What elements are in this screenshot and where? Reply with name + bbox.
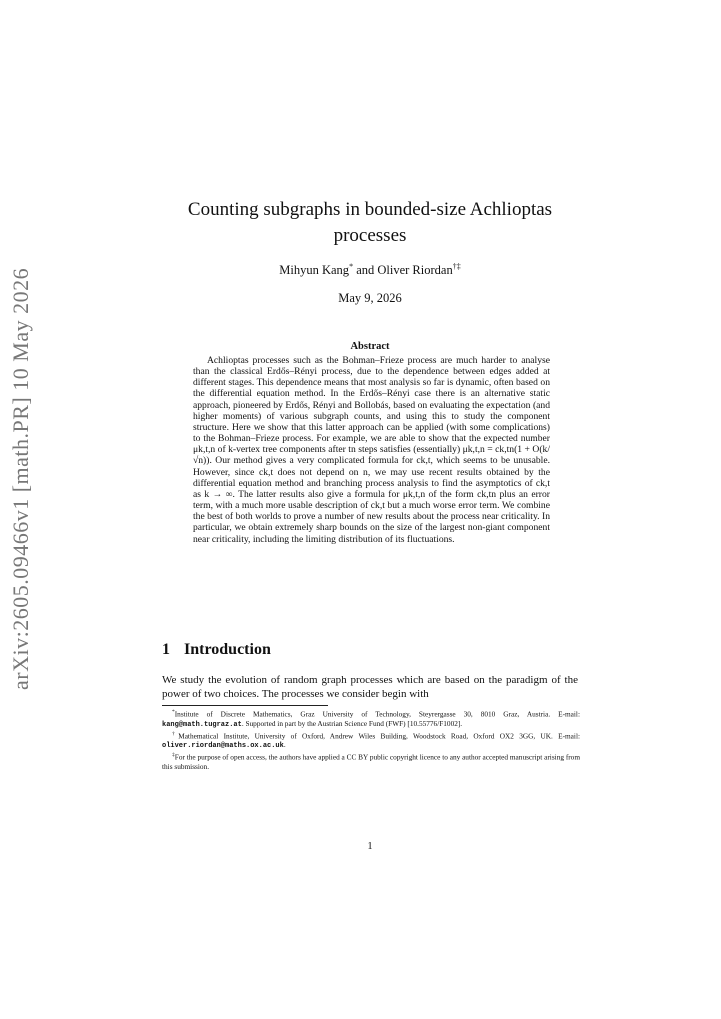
paper-date: May 9, 2026 — [338, 291, 402, 305]
author-footnote-mark: †‡ — [452, 262, 461, 271]
footnote — [162, 751, 580, 771]
footnote — [162, 708, 580, 730]
footnote-mark: ‡ — [172, 752, 175, 759]
author-line — [160, 262, 580, 278]
footnote-text: . Supported in part by the Austrian Science Fund (FWF) [10.55776/F1002]. — [241, 718, 463, 728]
section-heading — [162, 641, 271, 659]
footnote-text: Mathematical Institute, University of Oxford, Andrew Wiles Building, Woodstock Road, Oxford OX2 3GG, UK. E-mail: — [178, 731, 580, 741]
footnotes — [162, 708, 580, 771]
abstract-body: Achlioptas processes such as the Bohman–Frieze process are much harder to analyse than the classical Erdős–Rényi process, due to the dependence between edges added at different stages. This dependence means that most analysis so far is dynamic, often based on the differential equation method. In the Erdős–Rényi case there is an alternative static approach, pioneered by Erdős, Rényi and Bollobás, based on evaluating the expectation (and higher moments) of various subgraph counts, and using this to study the component structure. Here we show that this latter approach can be applied (with some complications) to the Bohman–Frieze process. For example, we are able to show that the expected number μk,t,n of k-vertex tree components after tn steps satisfies (essentially) μk,t,n = ck,tn(1 + O(k/√n)). Our method gives a very complicated formula for ck,t, which seems to be unusable. However, since ck,t does not depend on n, we may use recent results obtained by the differential equation method and branching process analysis to find the asymptotics of ck,t as k → ∞. The latter results also give a formula for μk,t,n of the form ck,tn plus an error term, with a much more usable description of ck,t but a much worse error term. We combine the best of both worlds to prove a number of new results about the process near criticality. In particular, we obtain extremely sharp bounds on the size of the largest non-giant component near criticality, including the limiting distribution of its fluctuations. — [193, 355, 550, 545]
paper-title: Counting subgraphs in bounded-size Achlioptas processes — [187, 199, 553, 246]
footnote-mark: † — [172, 730, 179, 737]
footnote — [162, 730, 580, 752]
footnote-email: oliver.riordan@maths.ox.ac.uk — [162, 742, 284, 751]
footnote-email: kang@math.tugraz.at — [162, 720, 242, 729]
author-conjunction: and — [353, 263, 378, 278]
footnote-text: . — [283, 740, 286, 750]
abstract-heading: Abstract — [350, 341, 390, 352]
footnote-rule — [162, 705, 328, 706]
footnote-mark: * — [172, 709, 175, 715]
section-number: 1 — [162, 641, 170, 658]
introduction-paragraph: We study the evolution of random graph processes which are based on the paradigm of the power of two choices. The processes we consider begin with — [162, 674, 578, 700]
section-title: Introduction — [184, 641, 271, 658]
author-footnote-mark: * — [349, 262, 354, 271]
author-name: Mihyun Kang — [279, 263, 350, 278]
author-name: Oliver Riordan — [377, 263, 453, 278]
footnote-text: For the purpose of open access, the authors have applied a CC BY public copyright licence to any author accepted manuscript arising from this submission. — [162, 752, 581, 771]
footnote-text: Institute of Discrete Mathematics, Graz University of Technology, Steyrergasse 30, 8010 Graz, Austria. E-mail: — [174, 709, 580, 719]
page-number: 1 — [367, 841, 373, 852]
arxiv-identifier-stamp: arXiv:2605.09466v1 [math.PR] 10 May 2026 — [8, 267, 33, 690]
